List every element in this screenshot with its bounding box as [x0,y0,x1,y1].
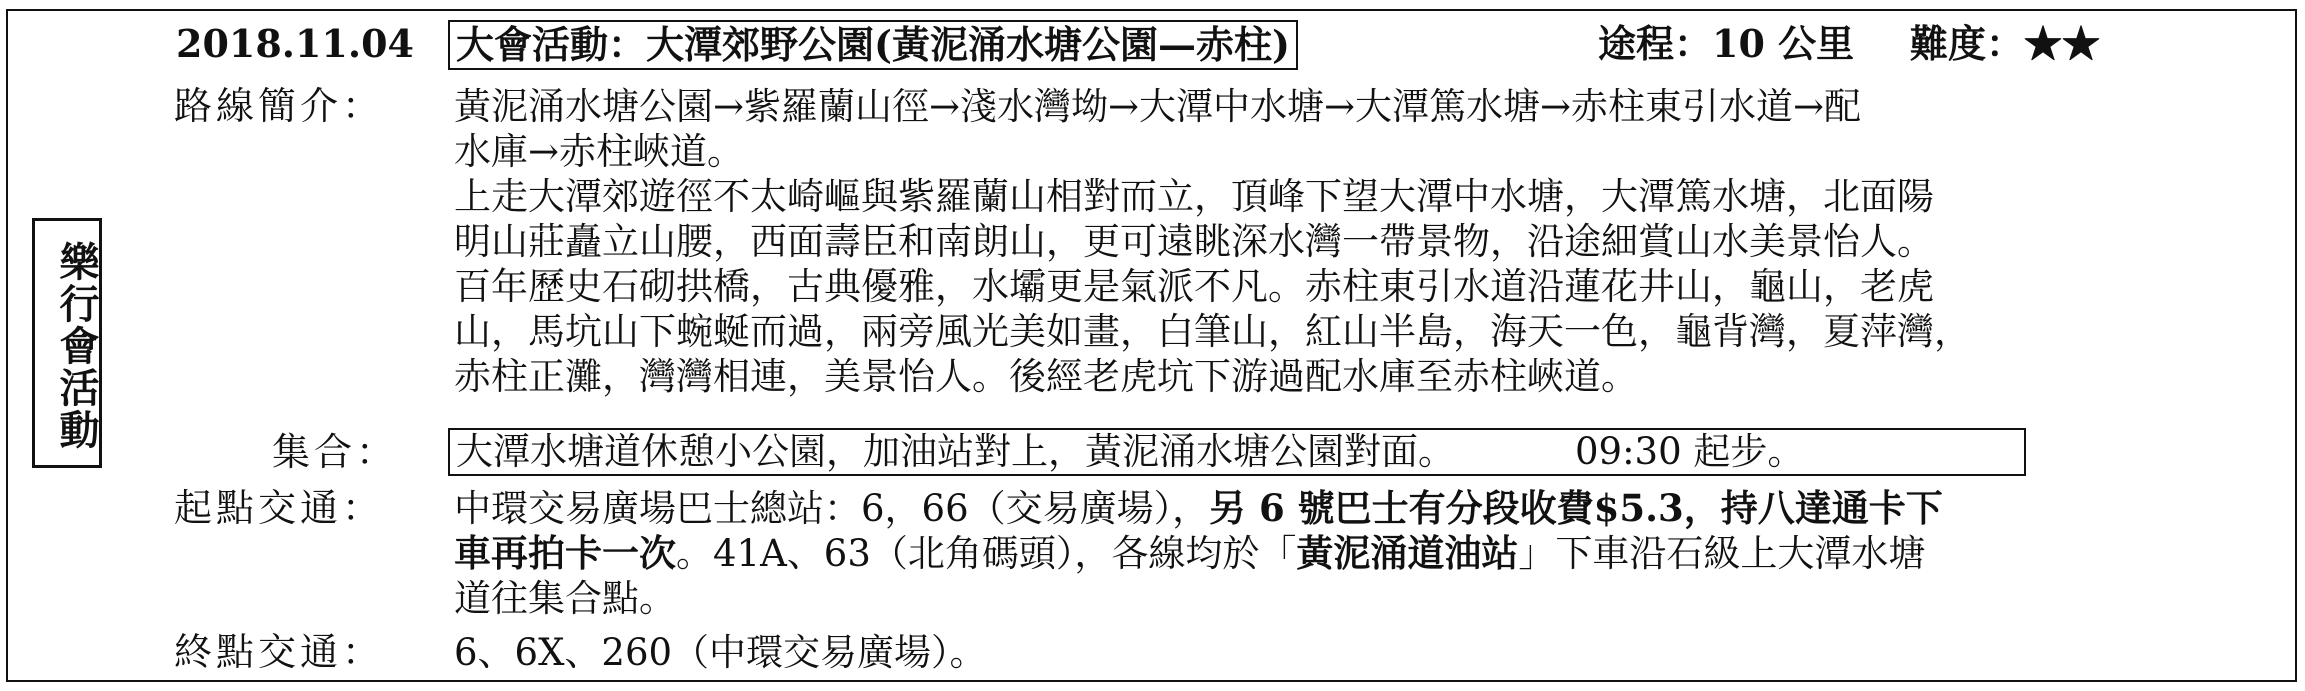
start-transport-text: 。41A、63（北角碼頭），各線均於「 [676,532,1297,575]
event-title: 大會活動：大潭郊野公園(黃泥涌水塘公園—赤柱) [448,20,1298,70]
start-transport [454,486,2274,621]
start-transport-note: 另 6 號巴士有分段收費$5.3，持八達通卡下 [1209,486,1943,530]
route-line: 明山莊矗立山腰，西面壽臣和南朗山，更可遠眺深水灣一帶景物，沿途細賞山水美景怡人。 [454,220,1934,263]
route-line: 上走大潭郊遊徑不太崎嶇與紫羅蘭山相對而立，頂峰下望大潭中水塘，大潭篤水塘，北面陽 [454,175,1934,218]
difficulty [1910,20,2100,68]
start-transport-label: 起點交通： [174,486,385,530]
start-transport-note: 車再拍卡一次 [454,531,676,575]
route-label: 路線簡介： [174,84,385,128]
event-date: 2018.11.04 [176,21,414,66]
route-description [454,84,2274,399]
route-line: 山，馬坑山下蜿蜒而過，兩旁風光美如畫，白筆山，紅山半島，海天一色，龜背灣，夏萍灣， [454,310,1971,353]
difficulty-label: 難度： [1910,21,2025,66]
assembly-time: 09:30 起步。 [1575,430,1805,473]
assembly-label: 集合： [272,430,399,474]
side-label: 樂行會活動 [32,218,102,468]
start-transport-text: 」下車沿石級上大潭水塘 [1518,532,1926,575]
assembly-place: 大潭水塘道休憩小公園，加油站對上，黃泥涌水塘公園對面。 [456,430,1455,473]
start-transport-text: 道往集合點。 [454,577,676,620]
route-line: 百年歷史石砌拱橋，古典優雅，水壩更是氣派不凡。赤柱東引水道沿蓮花井山，龜山，老虎 [454,265,1934,308]
route-line: 黃泥涌水塘公園→紫羅蘭山徑→淺水灣坳→大潭中水塘→大潭篤水塘→赤柱東引水道→配 [454,85,1862,128]
difficulty-stars: ★★ [2024,21,2101,66]
route-line: 赤柱正灘，灣灣相連，美景怡人。後經老虎坑下游過配水庫至赤柱峽道。 [454,355,1638,398]
start-transport-text: 中環交易廣場巴士總站：6，66（交易廣場）， [454,487,1210,530]
assembly-info [448,428,2026,476]
route-line: 水庫→赤柱峽道。 [454,130,745,173]
end-transport-label: 終點交通： [174,630,385,674]
end-transport: 6、6X、260（中環交易廣場）。 [454,631,987,674]
bus-stop-name: 黃泥涌道油站 [1296,531,1519,575]
distance: 途程：10 公里 [1598,21,1855,66]
